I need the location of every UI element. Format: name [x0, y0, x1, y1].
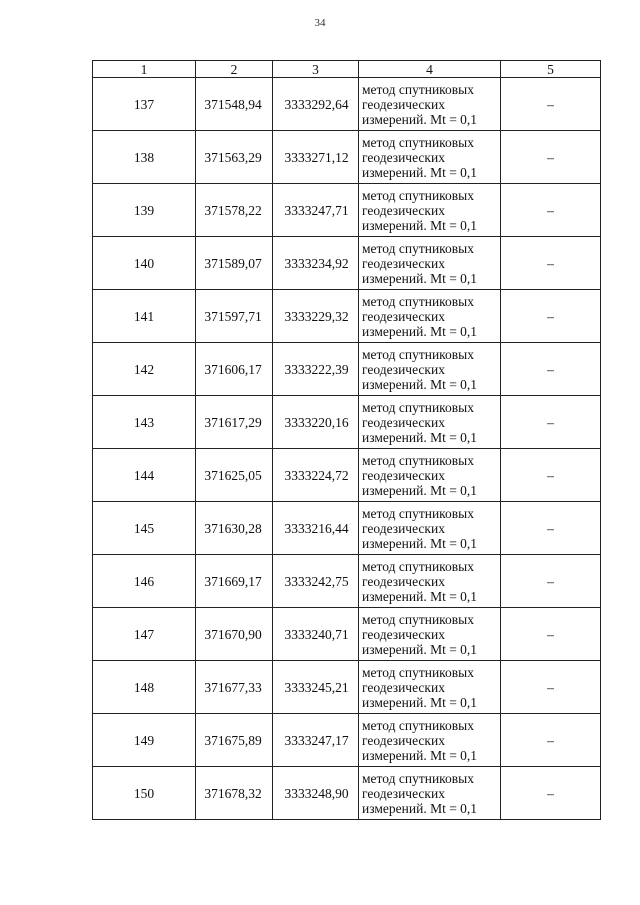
method-line: геодезических: [362, 626, 445, 642]
y-coordinate-cell: 3333224,72: [273, 449, 359, 502]
y-coordinate-cell: 3333247,17: [273, 714, 359, 767]
table-row: [93, 237, 601, 290]
method-cell: [359, 343, 501, 396]
method-line: измерений. Mt = 0,1: [362, 588, 478, 604]
point-number-cell: 146: [93, 555, 196, 608]
method-line: измерений. Mt = 0,1: [362, 641, 478, 657]
note-cell: –: [501, 449, 601, 502]
column-header: 4: [359, 61, 501, 78]
point-number-cell: 149: [93, 714, 196, 767]
point-number-cell: 145: [93, 502, 196, 555]
x-coordinate-cell: 371548,94: [196, 78, 273, 131]
point-number-cell: 140: [93, 237, 196, 290]
column-header: 5: [501, 61, 601, 78]
column-header: 2: [196, 61, 273, 78]
method-line: метод спутниковых: [362, 611, 474, 627]
note-cell: –: [501, 237, 601, 290]
method-line: измерений. Mt = 0,1: [362, 800, 478, 816]
y-coordinate-cell: 3333216,44: [273, 502, 359, 555]
y-coordinate-cell: 3333240,71: [273, 608, 359, 661]
x-coordinate-cell: 371677,33: [196, 661, 273, 714]
y-coordinate-cell: 3333222,39: [273, 343, 359, 396]
x-coordinate-cell: 371606,17: [196, 343, 273, 396]
column-header: 3: [273, 61, 359, 78]
point-number-cell: 139: [93, 184, 196, 237]
method-line: геодезических: [362, 96, 445, 112]
point-number-cell: 142: [93, 343, 196, 396]
x-coordinate-cell: 371625,05: [196, 449, 273, 502]
table-row: [93, 767, 601, 820]
method-line: измерений. Mt = 0,1: [362, 535, 478, 551]
note-cell: –: [501, 555, 601, 608]
method-line: измерений. Mt = 0,1: [362, 694, 478, 710]
method-cell: [359, 131, 501, 184]
method-line: геодезических: [362, 149, 445, 165]
table-row: [93, 131, 601, 184]
method-line: измерений. Mt = 0,1: [362, 429, 478, 445]
y-coordinate-cell: 3333271,12: [273, 131, 359, 184]
method-line: метод спутниковых: [362, 346, 474, 362]
method-line: измерений. Mt = 0,1: [362, 217, 478, 233]
point-number-cell: 138: [93, 131, 196, 184]
method-line: измерений. Mt = 0,1: [362, 376, 478, 392]
method-cell: [359, 555, 501, 608]
y-coordinate-cell: 3333229,32: [273, 290, 359, 343]
method-line: метод спутниковых: [362, 399, 474, 415]
method-line: геодезических: [362, 679, 445, 695]
method-cell: [359, 608, 501, 661]
coordinates-table: [92, 60, 601, 820]
method-line: геодезических: [362, 785, 445, 801]
point-number-cell: 143: [93, 396, 196, 449]
method-line: метод спутниковых: [362, 770, 474, 786]
note-cell: –: [501, 290, 601, 343]
method-line: метод спутниковых: [362, 558, 474, 574]
method-line: измерений. Mt = 0,1: [362, 270, 478, 286]
method-line: метод спутниковых: [362, 664, 474, 680]
method-cell: [359, 661, 501, 714]
table-row: [93, 290, 601, 343]
column-header: 1: [93, 61, 196, 78]
method-line: геодезических: [362, 732, 445, 748]
method-line: метод спутниковых: [362, 452, 474, 468]
note-cell: –: [501, 396, 601, 449]
method-line: измерений. Mt = 0,1: [362, 747, 478, 763]
x-coordinate-cell: 371563,29: [196, 131, 273, 184]
table-row: [93, 608, 601, 661]
method-line: геодезических: [362, 414, 445, 430]
table-row: [93, 396, 601, 449]
note-cell: –: [501, 131, 601, 184]
note-cell: –: [501, 767, 601, 820]
x-coordinate-cell: 371678,32: [196, 767, 273, 820]
x-coordinate-cell: 371589,07: [196, 237, 273, 290]
x-coordinate-cell: 371597,71: [196, 290, 273, 343]
note-cell: –: [501, 661, 601, 714]
y-coordinate-cell: 3333234,92: [273, 237, 359, 290]
y-coordinate-cell: 3333245,21: [273, 661, 359, 714]
y-coordinate-cell: 3333220,16: [273, 396, 359, 449]
method-cell: [359, 767, 501, 820]
note-cell: –: [501, 343, 601, 396]
note-cell: –: [501, 184, 601, 237]
y-coordinate-cell: 3333247,71: [273, 184, 359, 237]
method-line: измерений. Mt = 0,1: [362, 164, 478, 180]
method-line: геодезических: [362, 255, 445, 271]
x-coordinate-cell: 371675,89: [196, 714, 273, 767]
method-line: геодезических: [362, 308, 445, 324]
table-row: [93, 502, 601, 555]
method-line: геодезических: [362, 573, 445, 589]
point-number-cell: 147: [93, 608, 196, 661]
point-number-cell: 150: [93, 767, 196, 820]
page-number: 34: [314, 17, 326, 29]
y-coordinate-cell: 3333248,90: [273, 767, 359, 820]
note-cell: –: [501, 714, 601, 767]
method-cell: [359, 396, 501, 449]
method-line: метод спутниковых: [362, 81, 474, 97]
method-cell: [359, 290, 501, 343]
method-cell: [359, 184, 501, 237]
method-line: геодезических: [362, 467, 445, 483]
point-number-cell: 137: [93, 78, 196, 131]
method-line: измерений. Mt = 0,1: [362, 323, 478, 339]
method-cell: [359, 502, 501, 555]
method-cell: [359, 237, 501, 290]
point-number-cell: 141: [93, 290, 196, 343]
table-row: [93, 449, 601, 502]
method-line: геодезических: [362, 202, 445, 218]
method-line: метод спутниковых: [362, 293, 474, 309]
method-line: геодезических: [362, 361, 445, 377]
table-body: [93, 78, 601, 820]
method-cell: [359, 449, 501, 502]
point-number-cell: 148: [93, 661, 196, 714]
table-row: [93, 343, 601, 396]
note-cell: –: [501, 502, 601, 555]
method-line: метод спутниковых: [362, 240, 474, 256]
x-coordinate-cell: 371669,17: [196, 555, 273, 608]
x-coordinate-cell: 371578,22: [196, 184, 273, 237]
note-cell: –: [501, 608, 601, 661]
method-line: метод спутниковых: [362, 187, 474, 203]
table-row: [93, 661, 601, 714]
method-line: геодезических: [362, 520, 445, 536]
x-coordinate-cell: 371617,29: [196, 396, 273, 449]
method-cell: [359, 714, 501, 767]
x-coordinate-cell: 371670,90: [196, 608, 273, 661]
y-coordinate-cell: 3333292,64: [273, 78, 359, 131]
method-line: метод спутниковых: [362, 505, 474, 521]
method-line: метод спутниковых: [362, 717, 474, 733]
table-row: [93, 184, 601, 237]
note-cell: –: [501, 78, 601, 131]
method-cell: [359, 78, 501, 131]
x-coordinate-cell: 371630,28: [196, 502, 273, 555]
method-line: метод спутниковых: [362, 134, 474, 150]
y-coordinate-cell: 3333242,75: [273, 555, 359, 608]
method-line: измерений. Mt = 0,1: [362, 482, 478, 498]
table-header-row: [93, 61, 601, 78]
table-row: [93, 714, 601, 767]
point-number-cell: 144: [93, 449, 196, 502]
table-row: [93, 555, 601, 608]
table-row: [93, 78, 601, 131]
method-line: измерений. Mt = 0,1: [362, 111, 478, 127]
